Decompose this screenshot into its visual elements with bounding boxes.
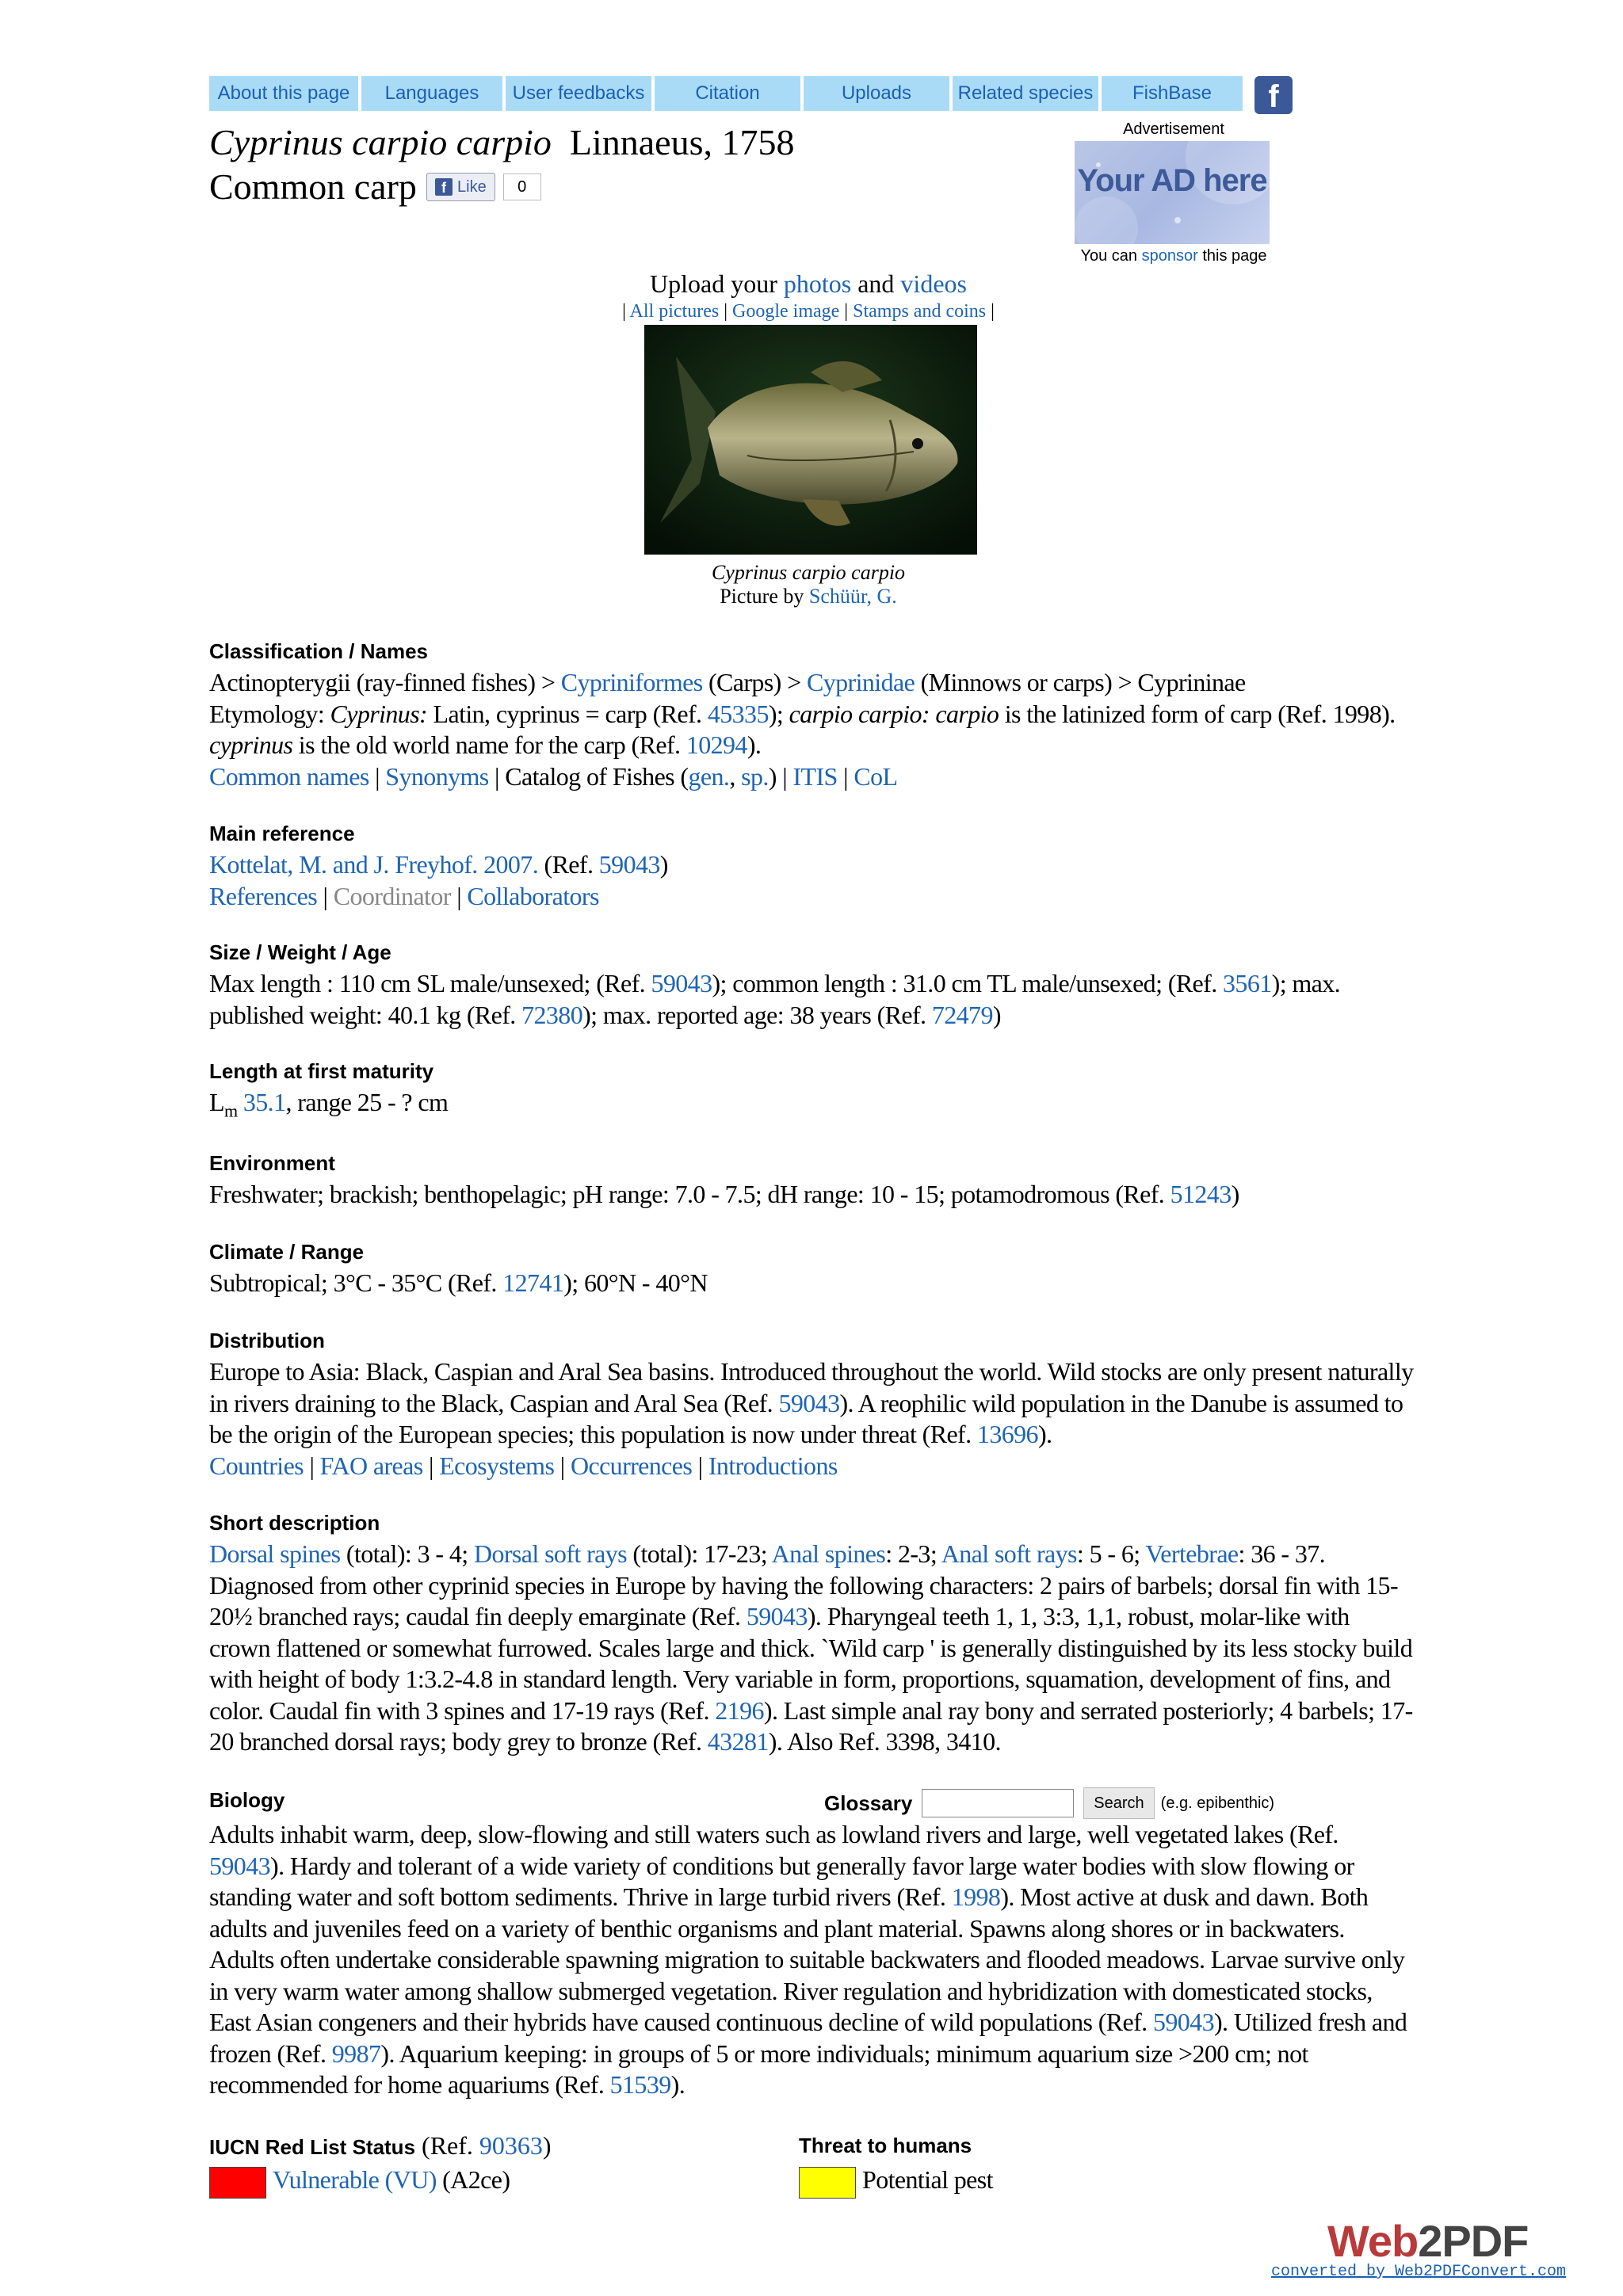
itis-link[interactable]: ITIS <box>792 761 838 791</box>
text: cyprinus <box>209 730 293 759</box>
ref-link[interactable]: 2196 <box>715 1695 764 1725</box>
upload-and: and <box>857 269 895 298</box>
text: ). Pharyngeal teeth 1, 1, 3:3, 1,1, robust, molar-like with crown flattened or somewhat furrowed. Scales large and thick. `Wild carp ' is generally distinguished by its less stocky build with height of body 1:3.2-4.8 in standard length. Very variable in form, proportions, squamation, development of fins, and color. Caudal fin with 3 spines and 17-19 rays (Ref. <box>209 1602 1413 1725</box>
catalog-sp-link[interactable]: sp. <box>741 761 769 791</box>
text: ). <box>670 2070 685 2099</box>
collaborators-link[interactable]: Collaborators <box>467 881 599 910</box>
synonyms-link[interactable]: Synonyms <box>385 761 489 791</box>
like-widget <box>426 173 541 201</box>
text: ) <box>1231 1180 1239 1208</box>
size-title: Size / Weight / Age <box>209 940 391 964</box>
ref-link[interactable]: 51539 <box>609 2070 671 2099</box>
text: ); <box>768 699 789 728</box>
biology-title: Biology <box>209 1788 285 1812</box>
iucn-section <box>209 2133 552 2199</box>
sponsor-post: this page <box>1202 247 1267 265</box>
scientific-name: Cyprinus carpio carpio <box>209 122 552 162</box>
google-image-link[interactable]: Google image <box>732 301 840 322</box>
ref-link[interactable]: 59043 <box>746 1602 808 1630</box>
glossary-label: Glossary <box>824 1791 913 1815</box>
text: ); common length : 31.0 cm TL male/unsexed; (Ref. <box>712 969 1224 997</box>
ad-label: Advertisement <box>1123 120 1224 138</box>
ref-link[interactable]: 72380 <box>521 1000 583 1029</box>
ref-link[interactable]: 10294 <box>685 730 747 759</box>
dorsal-soft-rays-link[interactable]: Dorsal soft rays <box>473 1539 627 1568</box>
classification-title: Classification / Names <box>209 639 428 663</box>
main-reference-section: Main reference Kottelat, M. and J. Freyhof. 2007. (Ref. 59043) References | Coordinator | Collaborators <box>209 821 1414 912</box>
photo-credit <box>555 585 1062 608</box>
col-link[interactable]: CoL <box>854 761 898 791</box>
dorsal-spines-link[interactable]: Dorsal spines <box>209 1539 341 1568</box>
main-reference-title: Main reference <box>209 822 355 845</box>
size-body <box>209 968 1414 1031</box>
ref-link[interactable]: 45335 <box>707 699 769 728</box>
ref-link[interactable]: 59043 <box>598 850 660 879</box>
ref-link[interactable]: 59043 <box>209 1851 271 1880</box>
text: is the old world name for the carp (Ref. <box>292 730 686 759</box>
nav-uploads[interactable]: Uploads <box>804 76 949 111</box>
short-description-body <box>209 1539 1414 1758</box>
maturity-body <box>209 1087 1414 1127</box>
ref-link[interactable]: 59043 <box>1152 2008 1214 2036</box>
text: L <box>209 1088 224 1116</box>
text: : 36 - 37. <box>1238 1539 1326 1568</box>
text: (total): 3 - 4; <box>340 1539 474 1568</box>
text: ). <box>747 730 762 759</box>
anal-soft-rays-link[interactable]: Anal soft rays <box>941 1539 1077 1568</box>
text: Max length : 110 cm SL male/unsexed; (Ref. <box>209 969 651 997</box>
iucn-criteria: (A2ce) <box>436 2165 510 2194</box>
logo-web: Web <box>1327 2216 1419 2266</box>
ref-link[interactable]: 59043 <box>778 1388 840 1417</box>
biology-body <box>209 1819 1414 2101</box>
genus-etymology: Cyprinus: <box>330 699 428 728</box>
text: ) <box>542 2131 552 2160</box>
sponsor-pre: You can <box>1080 247 1138 265</box>
order-link[interactable]: Cypriniformes <box>560 668 703 696</box>
all-pictures-link[interactable]: All pictures <box>629 301 720 322</box>
ad-sponsor-line <box>1075 247 1273 265</box>
text: ). Most active at dusk and dawn. Both adults and juveniles feed on a variety of benthic organisms and plant material. Spawns along shores or in backwaters. Adults often undertake considerable spawning migration to suitable backwaters and flooded meadows. Larvae survive only in very warm water among shallow submerged vegetation. River regulation and hybridization with domesticated stocks, East Asian congeners and their hybrids have caused continuous decline of wild populations (Ref. <box>209 1882 1405 2036</box>
upload-line <box>555 269 1062 299</box>
classification-body: Actinopterygii (ray-finned fishes) > Cypriniformes (Carps) > Cyprinidae (Minnows or carps) > Cyprininae Etymology: Cyprinus: Latin, cyprinus = carp (Ref. 45335); carpio carpio: carpio is the latinized form of carp (Ref. 1998). cyprinus is the old world name for the carp (Ref. 10294). Common names | Synonyms | Catalog of Fishes (gen., sp.) | ITIS | CoL <box>209 668 1396 791</box>
ref-link[interactable]: 90363 <box>479 2131 543 2160</box>
carp-image <box>644 325 977 555</box>
text: Etymology: <box>209 699 330 728</box>
facebook-icon[interactable]: f <box>1254 76 1293 114</box>
vertebrae-link[interactable]: Vertebrae <box>1145 1539 1239 1568</box>
text: : 2-3; <box>885 1539 941 1568</box>
glossary-example: (e.g. epibenthic) <box>1160 1794 1275 1812</box>
ref-link[interactable]: 43281 <box>707 1727 769 1756</box>
ref-link[interactable]: 72479 <box>931 1000 993 1029</box>
like-count: 0 <box>503 174 541 200</box>
introductions-link[interactable]: Introductions <box>708 1451 838 1480</box>
countries-link[interactable]: Countries <box>209 1451 304 1480</box>
text: Diagnosed from other cyprinid species in Europe by having the following characters: 2 pairs of barbels; dorsal fin with 15-20½ branched rays; caudal fin deeply emarginate (Ref. <box>209 1570 1398 1630</box>
web2pdf-link[interactable]: converted by Web2PDFConvert.com <box>1271 2263 1567 2281</box>
ad-banner[interactable] <box>1075 141 1270 244</box>
text: (total): 17-23; <box>626 1539 772 1568</box>
videos-link[interactable]: videos <box>900 269 967 298</box>
fao-areas-link[interactable]: FAO areas <box>319 1451 423 1480</box>
stamps-coins-link[interactable]: Stamps and coins <box>853 301 987 322</box>
text: Europe to Asia: Black, Caspian and Aral Sea basins. Introduced throughout the world. Wild stocks are only present naturally in rivers draining to the Black, Caspian and Aral Sea (Ref. <box>209 1357 1414 1417</box>
threat-section <box>799 2133 993 2199</box>
ref-link[interactable]: 3561 <box>1223 969 1272 997</box>
ref-link[interactable]: 1998 <box>951 1882 1001 1911</box>
text: (Ref. <box>538 850 599 879</box>
subscript: m <box>223 1100 238 1121</box>
species-photo[interactable] <box>644 325 977 555</box>
sponsor-link[interactable]: sponsor <box>1141 247 1198 265</box>
text: ). A reophilic wild population in the Danube is assumed to be the origin of the European species; this population is now under threat (Ref. <box>209 1388 1403 1448</box>
nav-fishbase[interactable]: FishBase <box>1102 76 1243 111</box>
common-names-link[interactable]: Common names <box>209 761 369 791</box>
credit-pre: Picture by <box>720 585 804 608</box>
maturity-section <box>209 1058 1414 1127</box>
size-section <box>209 940 1414 1031</box>
nav-languages[interactable]: Languages <box>361 76 502 111</box>
text: is the latinized form of carp (Ref. 1998). <box>999 699 1396 728</box>
text: Freshwater; brackish; benthopelagic; pH range: 7.0 - 7.5; dH range: 10 - 15; potamodromous (Ref. <box>209 1180 1170 1208</box>
logo-2pdf: 2PDF <box>1418 2216 1529 2266</box>
environment-section <box>209 1150 1414 1211</box>
iucn-status-link[interactable]: Vulnerable (VU) <box>273 2165 437 2194</box>
threat-title: Threat to humans <box>799 2134 972 2157</box>
like-button[interactable] <box>426 173 495 201</box>
ecosystems-link[interactable]: Ecosystems <box>439 1451 555 1480</box>
climate-title: Climate / Range <box>209 1240 365 1264</box>
text: ) <box>659 850 668 879</box>
ref-link[interactable]: 59043 <box>651 969 712 997</box>
common-name: Common carp <box>209 166 417 207</box>
author-year: Linnaeus, 1758 <box>569 122 795 162</box>
climate-section <box>209 1239 1414 1299</box>
text: (Ref. <box>415 2131 479 2160</box>
climate-body <box>209 1268 1414 1299</box>
anal-spines-link[interactable]: Anal spines <box>771 1539 886 1568</box>
text: (Minnows or carps) > Cyprininae <box>915 668 1246 696</box>
photos-link[interactable]: photos <box>783 269 852 298</box>
text: Latin, cyprinus = carp (Ref. <box>427 699 708 728</box>
ref-link[interactable]: 9987 <box>331 2039 381 2068</box>
short-description-section <box>209 1510 1414 1758</box>
glossary-search-button[interactable]: Search <box>1083 1787 1154 1819</box>
text: : 5 - 6; <box>1076 1539 1146 1568</box>
threat-value: Potential pest <box>862 2165 993 2194</box>
text: ). Aquarium keeping: in groups of 5 or more individuals; minimum aquarium size >200 cm; not recommended for home aquariums (Ref. <box>209 2039 1308 2099</box>
photographer-link[interactable]: Schüür, G. <box>808 585 897 608</box>
text: (Carps) > <box>702 668 807 696</box>
text: ). Hardy and tolerant of a wide variety of conditions but generally favor large water bodies with slow flowing or standing water and soft bottom sediments. Thrive in large turbid rivers (Ref. <box>209 1851 1354 1911</box>
facebook-icon: f <box>435 178 453 196</box>
environment-body <box>209 1179 1414 1211</box>
ref-link[interactable]: 12741 <box>502 1268 564 1297</box>
upload-pre: Upload your <box>650 269 777 298</box>
text: Actinopterygii (ray-finned fishes) > <box>209 668 561 696</box>
iucn-status-swatch <box>209 2167 266 2199</box>
distribution-body: Europe to Asia: Black, Caspian and Aral Sea basins. Introduced throughout the world. Wild stocks are only present naturally in rivers draining to the Black, Caspian and Aral Sea (Ref. 59043). A reophilic wild population in the Danube is assumed to be the origin of the European species; this population is now under threat (Ref. 13696). Countries | FAO areas | Ecosystems | Occurrences | Introductions <box>209 1357 1414 1480</box>
picture-links: | All pictures | Google image | Stamps and coins | <box>622 301 995 322</box>
nav-about[interactable]: About this page <box>209 76 358 111</box>
occurrences-link[interactable]: Occurrences <box>570 1451 693 1480</box>
family-link[interactable]: Cyprinidae <box>806 668 915 696</box>
iucn-title <box>209 2133 552 2161</box>
text: , range 25 - ? cm <box>285 1088 449 1116</box>
references-link[interactable]: References <box>209 881 318 910</box>
distribution-title: Distribution <box>209 1329 325 1352</box>
like-label: Like <box>457 178 487 196</box>
text: ). <box>1037 1420 1052 1448</box>
short-description-title: Short description <box>209 1511 380 1535</box>
text: ); max. reported age: 38 years (Ref. <box>582 1000 932 1029</box>
main-reference-link[interactable]: Kottelat, M. and J. Freyhof. 2007. <box>209 850 539 879</box>
biology-section <box>209 1787 1414 2101</box>
distribution-section <box>209 1328 1414 1482</box>
threat-swatch <box>799 2167 856 2199</box>
classification-section <box>209 639 1414 792</box>
text: ); 60°N - 40°N <box>563 1268 708 1297</box>
nav-citation[interactable]: Citation <box>655 76 800 111</box>
nav-user-feedbacks[interactable]: User feedbacks <box>506 76 651 111</box>
species-etymology: carpio carpio: carpio <box>789 699 999 728</box>
catalog-label: Catalog of Fishes ( <box>505 761 689 791</box>
ref-link[interactable]: 13696 <box>976 1420 1038 1448</box>
text: ). Also Ref. 3398, 3410. <box>768 1727 1001 1756</box>
maturity-title: Length at first maturity <box>209 1059 434 1083</box>
text: ) <box>992 1000 1001 1029</box>
photo-caption-name: Cyprinus carpio carpio <box>711 561 906 584</box>
page-title <box>209 120 795 165</box>
coordinator-label: Coordinator <box>333 881 451 910</box>
catalog-gen-link[interactable]: gen. <box>688 761 730 791</box>
environment-title: Environment <box>209 1151 335 1175</box>
top-nav <box>209 76 1239 111</box>
ad-text: Your AD here <box>1077 163 1267 198</box>
maturity-value-link[interactable]: 35.1 <box>242 1088 286 1116</box>
ref-link[interactable]: 51243 <box>1170 1180 1232 1208</box>
text: ). Last simple anal ray bony and serrated posteriorly; 4 barbels; 17-20 branched dorsal rays; body grey to bronze (Ref. <box>209 1695 1413 1756</box>
text: Subtropical; 3°C - 35°C (Ref. <box>209 1268 503 1297</box>
text: Adults inhabit warm, deep, slow-flowing and still waters such as lowland rivers and large, well vegetated lakes (Ref. <box>209 1820 1338 1848</box>
nav-related-species[interactable]: Related species <box>953 76 1098 111</box>
text: ); max. published weight: 40.1 kg (Ref. <box>209 969 1341 1029</box>
iucn-title-text: IUCN Red List Status <box>209 2135 416 2159</box>
web2pdf-logo <box>1327 2218 1528 2264</box>
text: ). Utilized fresh and frozen (Ref. <box>209 2008 1407 2068</box>
